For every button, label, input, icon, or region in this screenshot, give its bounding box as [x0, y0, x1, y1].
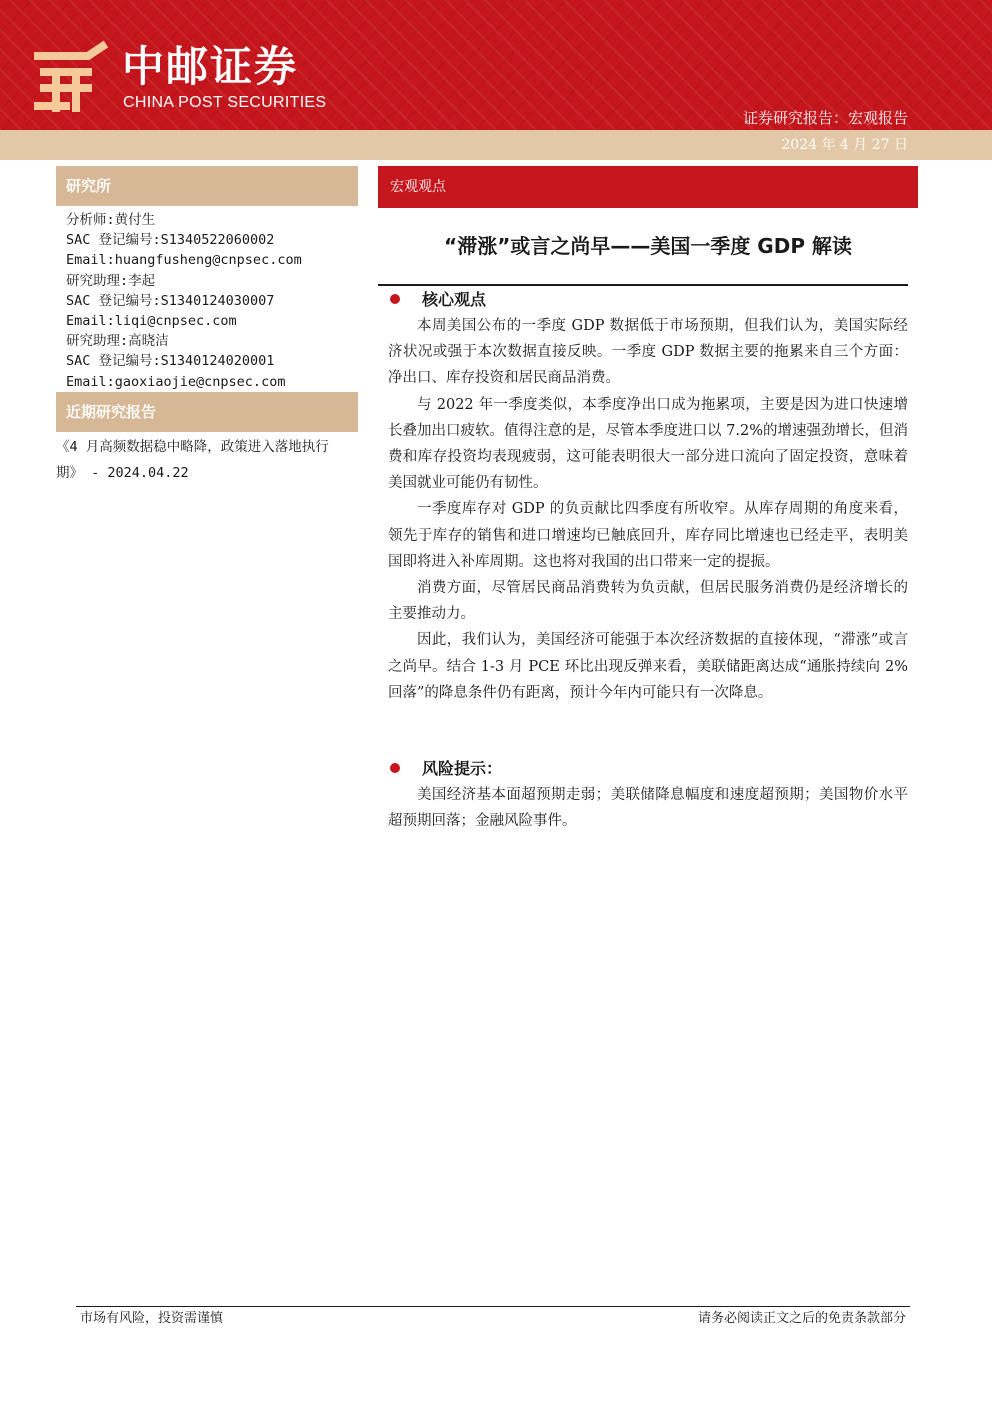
paragraph: 本周美国公布的一季度 GDP 数据低于市场预期，但我们认为，美国实际经济状况或强于本次数据直接反映。一季度 GDP 数据主要的拖累来自三个方面：净出口、库存投资和居民商品消费。 — [388, 318, 908, 387]
report-type: 证券研究报告：宏观报告 — [742, 109, 908, 127]
analyst-email-link[interactable]: Email:gaoxiaojie@cnpsec.com — [66, 373, 286, 390]
analyst-email-link[interactable]: Email:liqi@cnpsec.com — [66, 313, 237, 330]
analyst-email-link[interactable]: Email:huangfusheng@cnpsec.com — [66, 252, 302, 269]
risk-heading — [390, 756, 502, 782]
footer-left: 市场有风险，投资需谨慎 — [80, 1311, 224, 1326]
paragraph: 美国经济基本面超预期走弱；美联储降息幅度和速度超预期；美国物价水平超预期回落；金融风险事件。 — [388, 787, 908, 830]
risk-heading-text: 风险提示： — [422, 759, 503, 778]
date-bar — [0, 130, 992, 160]
analyst-line: 分析师:黄付生 — [66, 212, 156, 228]
analyst-line: 研究助理:李起 — [66, 272, 156, 289]
header-banner — [0, 0, 992, 130]
analyst-line: SAC 登记编号:S1340124030007 — [66, 292, 275, 309]
report-date: 2024 年 4 月 27 日 — [781, 137, 908, 153]
risk-body — [388, 782, 908, 834]
china-post-logo-icon — [30, 40, 110, 116]
bullet-icon — [390, 763, 400, 773]
core-heading — [390, 287, 486, 313]
paragraph: 一季度库存对 GDP 的负贡献比四季度有所收窄。从库存周期的角度来看，领先于库存的销售和进口增速均已触底回升，库存同比增速也已经走平，表明美国即将进入补库周期。这也将对我国的出口带来一定的提振。 — [388, 501, 908, 570]
analyst-line: SAC 登记编号:S1340522060002 — [66, 232, 275, 249]
title-divider — [378, 284, 908, 286]
recent-report-item[interactable]: 《4 月高频数据稳中略降，政策进入落地执行期》 - 2024.04.22 — [56, 439, 329, 481]
report-title: “滞涨”或言之尚早——美国一季度 GDP 解读 — [444, 234, 852, 258]
footer-divider — [76, 1306, 910, 1307]
brand-name-cn: 中邮证券 — [122, 42, 299, 91]
core-body — [388, 313, 908, 706]
paragraph: 与 2022 年一季度类似，本季度净出口成为拖累项，主要是因为进口快速增长叠加出口疲软。值得注意的是，尽管本季度进口以 7.2%的增速强劲增长，但消费和库存投资均表现疲弱，这可能表明很大一部分进口流向了固定投资，意味着美国就业可能仍有韧性。 — [388, 396, 908, 492]
bullet-icon — [390, 294, 400, 304]
analyst-line: 研究助理:高晓洁 — [66, 333, 169, 350]
footer-right: 请务必阅读正文之后的免责条款部分 — [697, 1311, 906, 1326]
analyst-line: SAC 登记编号:S1340124020001 — [66, 353, 275, 370]
recent-reports-heading: 近期研究报告 — [56, 392, 358, 432]
institute-heading: 研究所 — [56, 166, 358, 206]
paragraph: 消费方面，尽管居民商品消费转为负贡献，但居民服务消费仍是经济增长的主要推动力。 — [388, 580, 908, 623]
section-label: 宏观观点 — [378, 166, 918, 208]
core-heading-text: 核心观点 — [422, 290, 487, 309]
brand-name-en: CHINA POST SECURITIES — [123, 94, 327, 111]
paragraph: 因此，我们认为，美国经济可能强于本次经济数据的直接体现，“滞涨”或言之尚早。结合 1-3 月 PCE 环比出现反弹来看，美联储距离达成“通胀持续向 2%回落”的降息条件仍有距离，预计今年内可能只有一次降息。 — [388, 632, 908, 701]
analyst-info — [66, 210, 358, 392]
